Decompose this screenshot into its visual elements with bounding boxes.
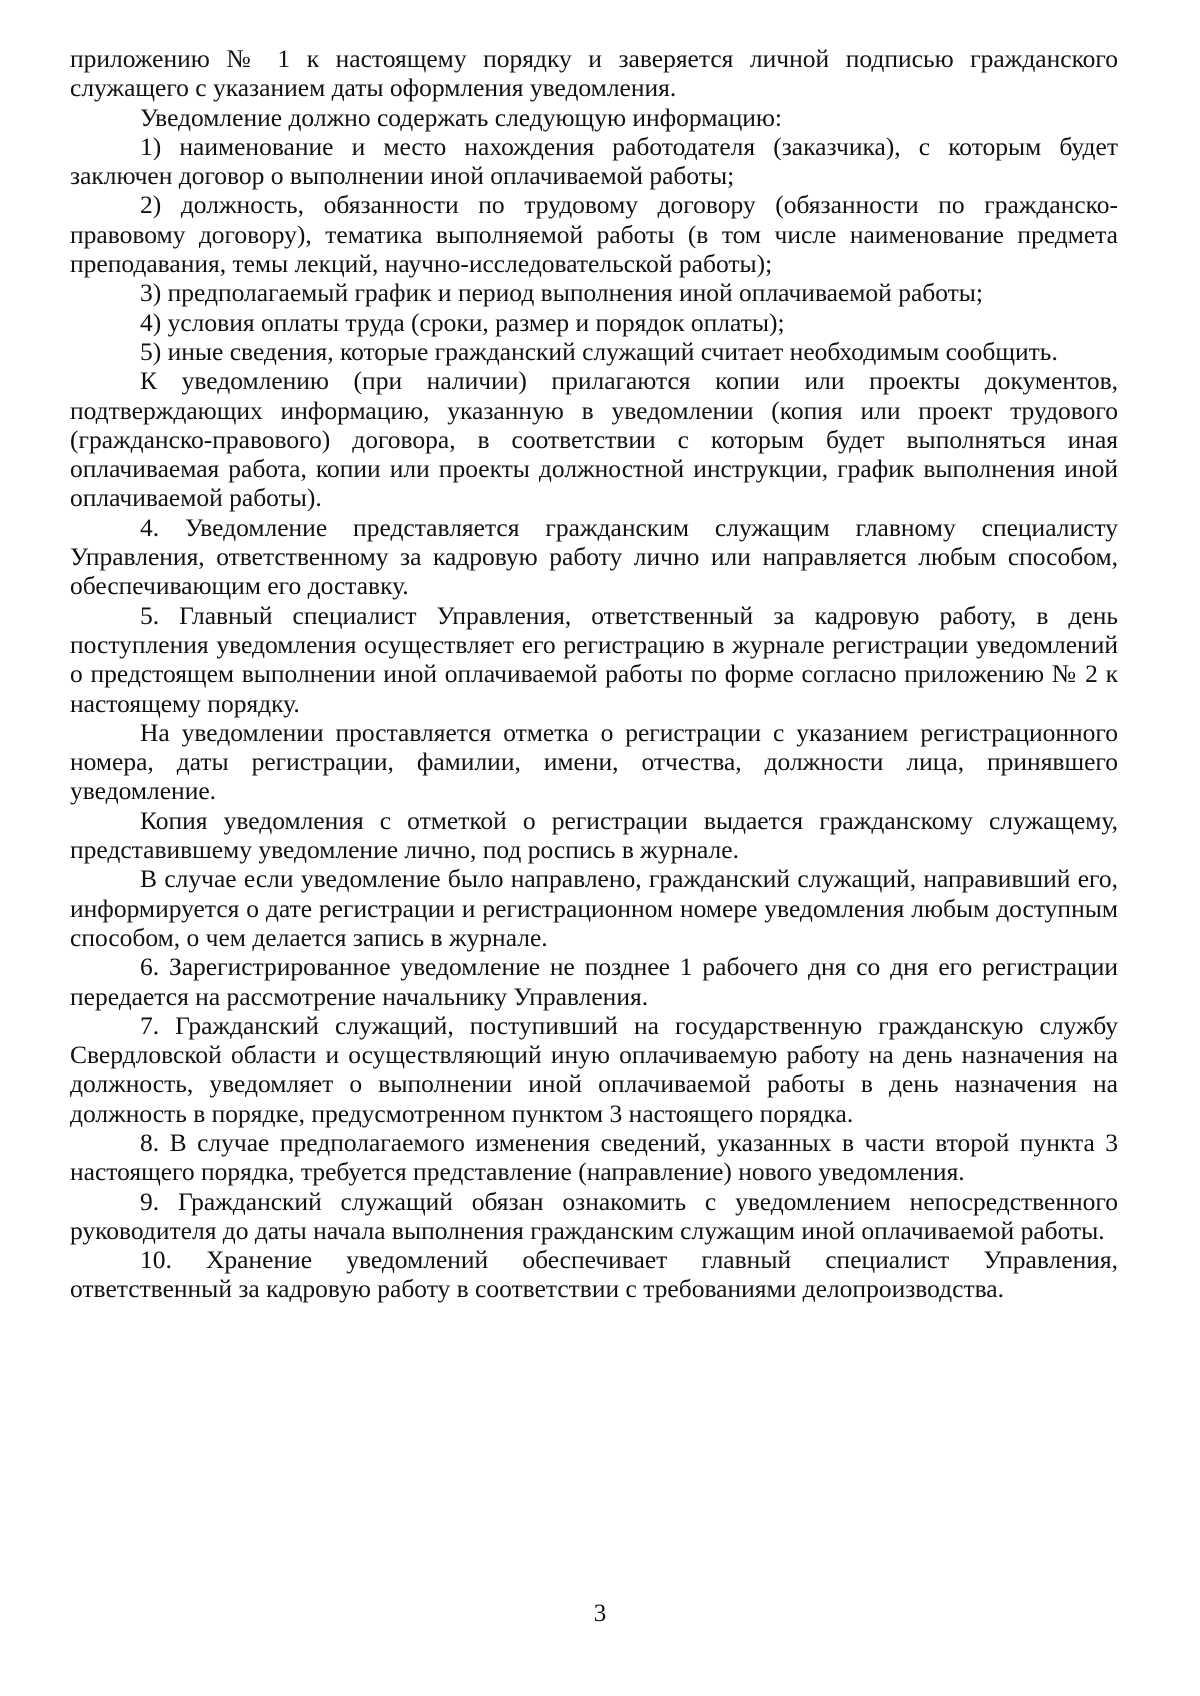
list-item-4: 4) условия оплаты труда (сроки, размер и порядок оплаты); xyxy=(140,307,785,337)
page-number: 3 xyxy=(593,1600,607,1627)
paragraph-attachments: К уведомлению (при наличии) прилагаются копии или проекты документов, подтверждающих информацию, указанную в уведомлении (копия или проект трудового (гражданско-правового) договора, в соответствии с которым будет выполняться иная оплачиваемая работа, копии или проекты должностной инструкции, график выполнения иной оплачиваемой работы). xyxy=(70,366,1118,513)
paragraph-continuation: приложению № 1 к настоящему порядку и заверяется личной подписью гражданского служащего с указанием даты оформления уведомления. xyxy=(70,44,1118,103)
list-item-5: 5) иные сведения, которые гражданский служащий считает необходимым сообщить. xyxy=(140,336,1058,366)
clause-9: 9. Гражданский служащий обязан ознакомить с уведомлением непосредственного руководителя до даты начала выполнения гражданским служащим иной оплачиваемой работы. xyxy=(70,1186,1118,1245)
clause-8: 8. В случае предполагаемого изменения сведений, указанных в части второй пункта 3 настоящего порядка, требуется представление (направление) нового уведомления. xyxy=(70,1127,1118,1187)
paragraph-copy-issued: Копия уведомления с отметкой о регистрации выдается гражданскому служащему, представившему уведомление лично, под роспись в журнале. xyxy=(70,805,1118,865)
list-item-1: 1) наименование и место нахождения работодателя (заказчика), с которым будет заключен договор о выполнении иной оплачиваемой работы; xyxy=(70,131,1118,191)
paragraph-info-intro: Уведомление должно содержать следующую информацию: xyxy=(140,102,783,132)
clause-10: 10. Хранение уведомлений обеспечивает главный специалист Управления, ответственный за кадровую работу в соответствии с требованиями делопроизводства. xyxy=(70,1245,1118,1304)
list-item-3: 3) предполагаемый график и период выполнения иной оплачиваемой работы; xyxy=(140,278,984,308)
paragraph-sent-notification: В случае если уведомление было направлено, гражданский служащий, направивший его, информируется о дате регистрации и регистрационном номере уведомления любым доступным способом, о чем делается запись в журнале. xyxy=(70,864,1118,952)
paragraph-registration-mark: На уведомлении проставляется отметка о регистрации с указанием регистрационного номера, даты регистрации, фамилии, имени, отчества, должности лица, принявшего уведомление. xyxy=(70,717,1118,806)
clause-6: 6. Зарегистрированное уведомление не позднее 1 рабочего дня со дня его регистрации передается на рассмотрение начальнику Управления. xyxy=(70,952,1118,1011)
clause-4: 4. Уведомление представляется гражданским служащим главному специалисту Управления, ответственному за кадровую работу лично или направляется любым способом, обеспечивающим его доставку. xyxy=(70,512,1118,601)
clause-7: 7. Гражданский служащий, поступивший на государственную гражданскую службу Свердловской области и осуществляющий иную оплачиваемую работу на день назначения на должность, уведомляет о выполнении иной оплачиваемой работы в день назначения на должность в порядке, предусмотренном пунктом 3 настоящего порядка. xyxy=(70,1010,1118,1128)
list-item-2: 2) должность, обязанности по трудовому договору (обязанности по гражданско-правовому договору), тематика выполняемой работы (в том числе наименование предмета преподавания, темы лекций, научно-исследовательской работы); xyxy=(70,190,1118,279)
clause-5: 5. Главный специалист Управления, ответственный за кадровую работу, в день поступления уведомления осуществляет его регистрацию в журнале регистрации уведомлений о предстоящем выполнении иной оплачиваемой работы по форме согласно приложению № 2 к настоящему порядку. xyxy=(70,600,1118,718)
document-body xyxy=(70,44,1118,1304)
